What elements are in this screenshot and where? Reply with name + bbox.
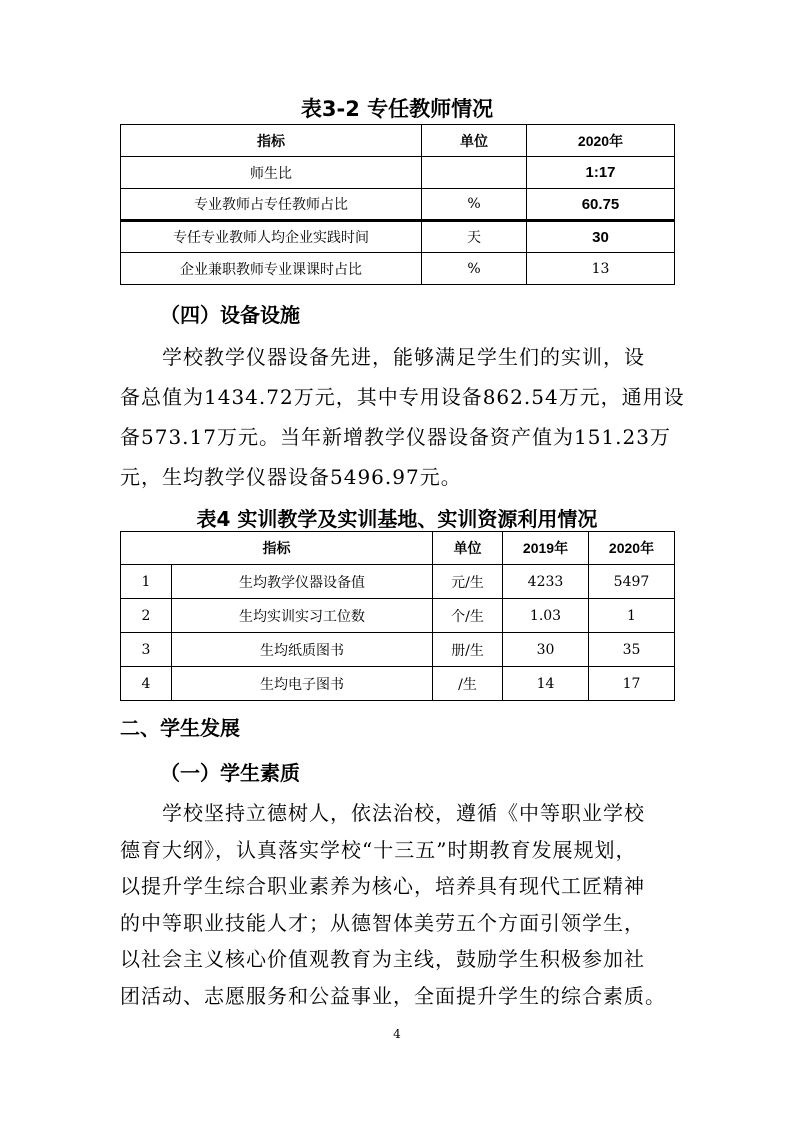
cell-unit: 元/生 <box>433 565 503 599</box>
cell-unit <box>422 157 527 189</box>
table-row <box>121 633 675 667</box>
cell-unit: % <box>422 189 527 221</box>
cell-indicator: 生均教学仪器设备值 <box>172 565 433 599</box>
paragraph-line: 学校教学仪器设备先进，能够满足学生们的实训，设 <box>162 345 645 369</box>
training-resources-table <box>120 531 675 701</box>
cell-unit: 个/生 <box>433 599 503 633</box>
paragraph-line: 学校坚持立德树人，依法治校，遵循《中等职业学校 <box>162 801 645 825</box>
cell-indicator: 生均电子图书 <box>172 667 433 701</box>
cell-2020: 1:17 <box>527 157 675 189</box>
table-row <box>121 667 675 701</box>
paragraph-line: 备总值为1434.72万元，其中专用设备862.54万元，通用设 <box>120 385 685 409</box>
cell-2020: 5497 <box>589 565 675 599</box>
cell-2020: 30 <box>527 221 675 253</box>
cell-2019: 1.03 <box>503 599 589 633</box>
header-indicator: 指标 <box>121 125 422 157</box>
cell-2019: 30 <box>503 633 589 667</box>
table-row <box>121 157 675 189</box>
cell-2019: 14 <box>503 667 589 701</box>
section-heading-equipment: （四）设备设施 <box>160 303 300 327</box>
cell-2020: 35 <box>589 633 675 667</box>
cell-indicator: 生均实训实习工位数 <box>172 599 433 633</box>
paragraph-line: 的中等职业技能人才；从德智体美劳五个方面引领学生， <box>120 910 645 935</box>
table-row <box>121 599 675 633</box>
cell-number: 1 <box>121 565 172 599</box>
cell-indicator: 专任专业教师人均企业实践时间 <box>121 221 422 253</box>
section-heading-student-quality: （一）学生素质 <box>160 761 300 785</box>
table-header-row <box>121 125 675 157</box>
table-3-2-caption: 表3-2 专任教师情况 <box>300 97 494 121</box>
cell-unit: 册/生 <box>433 633 503 667</box>
table-header-row <box>121 532 675 565</box>
cell-unit: /生 <box>433 667 503 701</box>
paragraph-line: 备573.17万元。当年新增教学仪器设备资产值为151.23万 <box>120 425 671 449</box>
table-row <box>121 253 675 285</box>
paragraph-line: 元，生均教学仪器设备5496.97元。 <box>120 465 462 489</box>
cell-indicator: 企业兼职教师专业课课时占比 <box>121 253 422 285</box>
section-heading-student-development: 二、学生发展 <box>120 716 240 740</box>
table-row <box>121 565 675 599</box>
paragraph-line: 以提升学生综合职业素养为核心，培养具有现代工匠精神 <box>120 874 645 898</box>
cell-number: 2 <box>121 599 172 633</box>
page-number: 4 <box>393 1027 401 1041</box>
cell-indicator: 专业教师占专任教师占比 <box>121 189 422 221</box>
equipment-paragraph <box>120 337 685 497</box>
header-unit: 单位 <box>433 532 503 565</box>
cell-2020: 60.75 <box>527 189 675 221</box>
header-2020: 2020年 <box>527 125 675 157</box>
paragraph-line: 德育大纲》，认真落实学校“十三五”时期教育发展规划， <box>120 837 637 862</box>
table-row <box>121 221 675 253</box>
header-unit: 单位 <box>422 125 527 157</box>
cell-unit: % <box>422 253 527 285</box>
cell-indicator: 生均纸质图书 <box>172 633 433 667</box>
paragraph-line: 团活动、志愿服务和公益事业，全面提升学生的综合素质。 <box>120 983 666 1008</box>
cell-2020: 13 <box>527 253 675 285</box>
teacher-stats-table <box>120 124 675 285</box>
cell-number: 3 <box>121 633 172 667</box>
student-quality-paragraph <box>120 795 680 1014</box>
cell-2020: 1 <box>589 599 675 633</box>
header-indicator: 指标 <box>121 532 433 565</box>
table-row <box>121 189 675 221</box>
cell-number: 4 <box>121 667 172 701</box>
header-2019: 2019年 <box>503 532 589 565</box>
cell-2019: 4233 <box>503 565 589 599</box>
table-4-caption: 表4 实训教学及实训基地、实训资源利用情况 <box>196 507 598 531</box>
cell-indicator: 师生比 <box>121 157 422 189</box>
cell-unit: 天 <box>422 221 527 253</box>
cell-2020: 17 <box>589 667 675 701</box>
header-2020: 2020年 <box>589 532 675 565</box>
paragraph-line: 以社会主义核心价值观教育为主线，鼓励学生积极参加社 <box>120 947 645 971</box>
